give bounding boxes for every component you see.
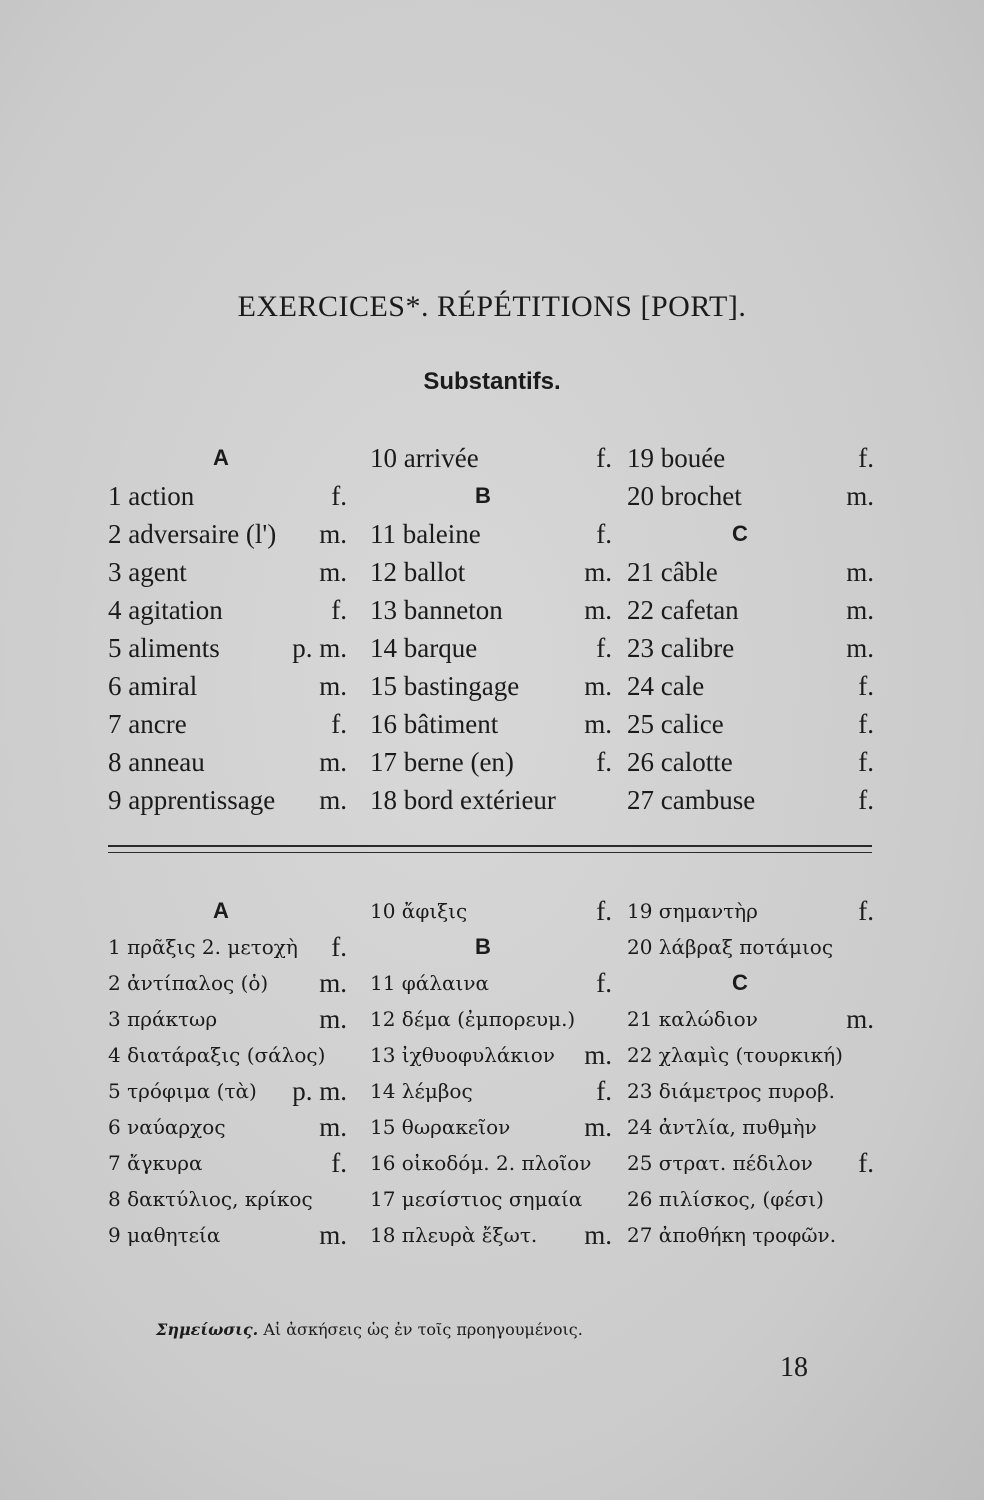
gender-marker: m.: [319, 968, 347, 998]
vocab-term: 26 πιλίσκος, (φέσι): [627, 1187, 824, 1211]
gender-marker: f.: [331, 1148, 347, 1178]
vocab-term: 16 οἰκοδόμ. 2. πλοῖον: [370, 1151, 592, 1175]
vocab-term: 17 μεσίστιος σημαία: [370, 1187, 583, 1211]
vocab-term: 10 ἄφιξις: [370, 899, 468, 923]
gender-marker: m.: [846, 633, 874, 663]
gender-marker: m.: [584, 1220, 612, 1250]
vocab-term: 21 câble: [627, 557, 718, 587]
vocab-term: 1 πρᾶξις 2. μετοχὴ: [108, 935, 298, 959]
gender-marker: m.: [846, 595, 874, 625]
vocab-term: 4 διατάραξις (σάλος): [108, 1043, 326, 1067]
vocab-term: 24 ἀντλία, πυθμὴν: [627, 1115, 817, 1139]
vocab-term: 13 banneton: [370, 595, 503, 625]
vocab-term: 23 διάμετρος πυροβ.: [627, 1079, 835, 1103]
gender-marker: m.: [319, 1004, 347, 1034]
vocab-term: 20 brochet: [627, 481, 742, 511]
vocab-term: 22 χλαμὶς (τουρκική): [627, 1043, 843, 1067]
vocab-term: 14 λέμβος: [370, 1079, 473, 1103]
gender-marker: m.: [584, 1112, 612, 1142]
section-letter: B: [475, 483, 491, 508]
vocab-term: 3 πράκτωρ: [108, 1007, 218, 1031]
gender-marker: f.: [331, 709, 347, 739]
gender-marker: m.: [319, 785, 347, 815]
gender-marker: f.: [331, 932, 347, 962]
vocab-term: 17 berne (en): [370, 747, 514, 777]
gender-marker: m.: [319, 1220, 347, 1250]
gender-marker: p. m.: [292, 633, 347, 663]
vocab-term: 5 aliments: [108, 633, 220, 663]
gender-marker: f.: [596, 443, 612, 473]
divider-rule-top: [108, 845, 872, 847]
gender-marker: f.: [596, 968, 612, 998]
gender-marker: f.: [331, 481, 347, 511]
gender-marker: f.: [858, 443, 874, 473]
page-title: EXERCICES*. RÉPÉTITIONS [PORT].: [237, 290, 747, 323]
gender-marker: f.: [596, 633, 612, 663]
gender-marker: f.: [596, 896, 612, 926]
gender-marker: m.: [319, 1112, 347, 1142]
vocab-term: 22 cafetan: [627, 595, 739, 625]
gender-marker: m.: [319, 747, 347, 777]
gender-marker: m.: [319, 519, 347, 549]
vocab-term: 26 calotte: [627, 747, 733, 777]
gender-marker: m.: [584, 595, 612, 625]
vocab-term: 16 bâtiment: [370, 709, 499, 739]
gender-marker: f.: [858, 671, 874, 701]
vocab-term: 25 στρατ. πέδιλον: [627, 1151, 813, 1175]
vocab-term: 19 bouée: [627, 443, 726, 473]
vocab-term: 12 δέμα (ἐμπορευμ.): [370, 1007, 576, 1031]
vocab-term: 7 ἄγκυρα: [108, 1151, 203, 1175]
vocab-term: 15 θωρακεῖον: [370, 1115, 511, 1139]
vocab-term: 19 σημαντὴρ: [627, 899, 758, 923]
vocab-term: 21 καλώδιον: [627, 1007, 758, 1031]
gender-marker: m.: [584, 671, 612, 701]
gender-marker: m.: [319, 671, 347, 701]
gender-marker: m.: [319, 557, 347, 587]
vocab-term: 12 ballot: [370, 557, 466, 587]
vocab-term: 9 apprentissage: [108, 785, 276, 815]
vocab-term: 20 λάβραξ ποτάμιος: [627, 935, 834, 959]
vocab-term: 4 agitation: [108, 595, 223, 625]
gender-marker: f.: [858, 1148, 874, 1178]
section-letter: C: [732, 970, 748, 995]
vocab-term: 9 μαθητεία: [108, 1223, 221, 1247]
vocab-term: 6 ναύαρχος: [108, 1115, 226, 1139]
vocab-term: 23 calibre: [627, 633, 735, 663]
gender-marker: f.: [858, 896, 874, 926]
vocab-term: 15 bastingage: [370, 671, 520, 701]
vocab-term: 5 τρόφιμα (τὰ): [108, 1079, 257, 1103]
vocab-term: 3 agent: [108, 557, 187, 587]
section-letter: C: [732, 521, 748, 546]
vocab-term: 7 ancre: [108, 709, 187, 739]
vocab-term: 1 action: [108, 481, 195, 511]
gender-marker: m.: [584, 557, 612, 587]
section-letter: B: [475, 934, 491, 959]
vocab-term: 25 calice: [627, 709, 724, 739]
vocab-term: 24 cale: [627, 671, 705, 701]
section-letter: A: [213, 445, 229, 470]
gender-marker: m.: [584, 709, 612, 739]
vocab-term: 2 adversaire (l'): [108, 519, 277, 549]
gender-marker: f.: [858, 747, 874, 777]
gender-marker: f.: [858, 709, 874, 739]
footnote-lead: Σημείωσις.: [156, 1320, 259, 1339]
page-number: 18: [780, 1352, 808, 1383]
vocab-term: 14 barque: [370, 633, 478, 663]
gender-marker: p. m.: [292, 1076, 347, 1106]
vocab-term: 2 ἀντίπαλος (ὁ): [108, 971, 269, 995]
gender-marker: f.: [596, 1076, 612, 1106]
gender-marker: m.: [846, 557, 874, 587]
footnote: [156, 1320, 583, 1339]
vocab-term: 8 δακτύλιος, κρίκος: [108, 1187, 313, 1211]
vocab-term: 6 amiral: [108, 671, 198, 701]
divider-rule-bottom: [108, 852, 872, 853]
vocab-term: 27 cambuse: [627, 785, 756, 815]
section-subtitle: Substantifs.: [423, 368, 561, 395]
vocab-term: 13 ἰχθυοφυλάκιον: [370, 1043, 555, 1067]
gender-marker: f.: [858, 785, 874, 815]
vocab-term: 11 φάλαινα: [370, 971, 490, 995]
gender-marker: m.: [846, 481, 874, 511]
vocab-term: 27 ἀποθήκη τροφῶν.: [627, 1223, 837, 1247]
gender-marker: f.: [596, 519, 612, 549]
gender-marker: m.: [584, 1040, 612, 1070]
vocab-term: 10 arrivée: [370, 443, 479, 473]
gender-marker: f.: [596, 747, 612, 777]
vocab-term: 11 baleine: [370, 519, 481, 549]
vocab-term: 18 bord extérieur: [370, 785, 556, 815]
section-letter: A: [213, 898, 229, 923]
vocab-term: 8 anneau: [108, 747, 205, 777]
gender-marker: m.: [846, 1004, 874, 1034]
footnote-text: Αἱ ἀσκήσεις ὡς ἐν τοῖς προηγουμένοις.: [263, 1320, 583, 1339]
gender-marker: f.: [331, 595, 347, 625]
vocab-term: 18 πλευρὰ ἔξωτ.: [370, 1223, 538, 1247]
